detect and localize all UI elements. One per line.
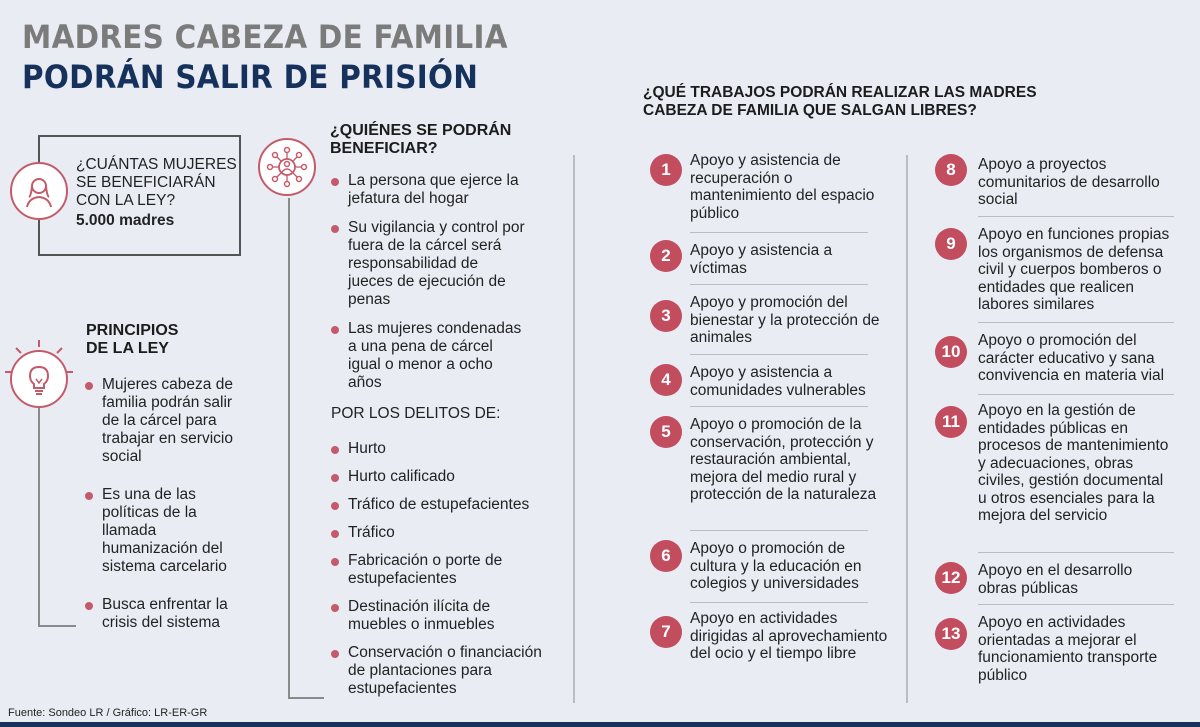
job-number: 3: [650, 300, 682, 332]
principles-line: [38, 408, 40, 626]
job-divider: [978, 216, 1174, 217]
list-item: Las mujeres condenadas a una pena de cárcel igual o menor a ocho años: [331, 320, 526, 392]
job-text: Apoyo en el desarrollo obras públicas: [978, 562, 1133, 597]
bullet-dot: [85, 382, 93, 390]
job-number: 5: [650, 416, 682, 448]
job-divider: [690, 602, 868, 603]
list-item: Tráfico: [331, 524, 561, 542]
job-text: Apoyo en actividades dirigidas al aprovechamiento del ocio y el tiempo libre: [690, 610, 888, 662]
list-item: Destinación ilícita de muebles o inmuebles: [331, 598, 521, 634]
source-credit: Fuente: Sondeo LR / Gráfico: LR-ER-GR: [8, 707, 208, 719]
list-item: Conservación o financiación de plantaciones para estupefacientes: [331, 644, 561, 698]
job-number: 11: [935, 406, 967, 438]
job-text: Apoyo y asistencia de recuperación o mantenimiento del espacio público: [690, 152, 875, 222]
bullet-dot: [85, 602, 93, 610]
job-divider: [690, 354, 868, 355]
column-separator: [573, 155, 575, 703]
bullet-dot: [331, 502, 339, 510]
beneficiaries-line-end: [288, 697, 324, 699]
beneficiaries-heading: ¿QUIÉNES SE PODRÁN BENEFICIAR?: [330, 122, 512, 157]
list-item: Hurto calificado: [331, 468, 561, 486]
woman-icon: [10, 162, 68, 220]
bullet-dot: [331, 225, 339, 233]
job-text: Apoyo a proyectos comunitarios de desarrollo social: [978, 156, 1160, 208]
crimes-list: [331, 440, 561, 698]
bullet-dot: [331, 178, 339, 186]
job-text: Apoyo y promoción del bienestar y la protección de animales: [690, 294, 880, 346]
bullet-dot: [331, 558, 339, 566]
job-number: 4: [650, 364, 682, 396]
column-separator: [906, 155, 908, 703]
job-divider: [690, 406, 868, 407]
bullet-dot: [331, 530, 339, 538]
job-divider: [978, 604, 1174, 605]
title-line2: PODRÁN SALIR DE PRISIÓN: [22, 58, 479, 96]
bullet-dot: [85, 492, 93, 500]
beneficiaries-line: [288, 198, 290, 698]
list-item: Es una de las políticas de la llamada humanización del sistema carcelario: [85, 486, 245, 576]
job-number: 8: [935, 154, 967, 186]
job-number: 6: [650, 540, 682, 572]
list-item: Busca enfrentar la crisis del sistema: [85, 596, 245, 632]
principles-heading: PRINCIPIOS DE LA LEY: [86, 322, 179, 357]
job-divider: [978, 552, 1174, 553]
beneficiaries-list: [331, 172, 526, 392]
principles-list: [85, 376, 245, 632]
list-item: Mujeres cabeza de familia podrán salir de la cárcel para trabajar en servicio social: [85, 376, 245, 466]
job-text: Apoyo y asistencia a víctimas: [690, 242, 833, 277]
how-many-question: ¿CUÁNTAS MUJERES SE BENEFICIARÁN CON LA LEY?: [76, 156, 237, 209]
job-number: 13: [935, 618, 967, 650]
job-number: 2: [650, 240, 682, 272]
list-item: Fabricación o porte de estupefacientes: [331, 552, 521, 588]
job-number: 7: [650, 616, 682, 648]
job-number: 10: [935, 336, 967, 368]
job-text: Apoyo en funciones propias los organismos de defensa civil y cuerpos bomberos o entidades que realicen labores similares: [978, 226, 1170, 313]
list-item: Hurto: [331, 440, 561, 458]
bullet-dot: [331, 604, 339, 612]
job-divider: [978, 322, 1174, 323]
job-text: Apoyo o promoción del carácter educativo y sana convivencia en materia vial: [978, 332, 1165, 384]
job-number: 9: [935, 228, 967, 260]
bullet-dot: [331, 474, 339, 482]
job-text: Apoyo o promoción de cultura y la educación en colegios y universidades: [690, 540, 862, 592]
list-item: La persona que ejerce la jefatura del hogar: [331, 172, 526, 208]
network-people-icon: [258, 138, 316, 196]
job-text: Apoyo en la gestión de entidades públicas en procesos de mantenimiento y adecuaciones, obras civiles, gestión documental u otros esenciales para la mejora del servicio: [978, 402, 1169, 524]
job-divider: [978, 394, 1174, 395]
job-divider: [690, 232, 868, 233]
jobs-heading: ¿QUÉ TRABAJOS PODRÁN REALIZAR LAS MADRES CABEZA DE FAMILIA QUE SALGAN LIBRES?: [643, 84, 1037, 119]
bottom-bar: [0, 722, 1200, 727]
job-divider: [690, 284, 868, 285]
job-number: 12: [935, 562, 967, 594]
job-text: Apoyo y asistencia a comunidades vulnerables: [690, 364, 866, 399]
bullet-dot: [331, 446, 339, 454]
job-divider: [690, 530, 868, 531]
job-text: Apoyo o promoción de la conservación, protección y restauración ambiental, mejora del medio rural y protección de la naturaleza: [690, 416, 877, 503]
list-item: Tráfico de estupefacientes: [331, 496, 561, 514]
job-number: 1: [650, 154, 682, 186]
principles-line-end: [38, 625, 76, 627]
list-item: Su vigilancia y control por fuera de la cárcel será responsabilidad de jueces de ejecución de penas: [331, 219, 526, 309]
bullet-dot: [331, 650, 339, 658]
how-many-answer: 5.000 madres: [76, 212, 175, 229]
crimes-heading: POR LOS DELITOS DE:: [331, 405, 501, 422]
bullet-dot: [331, 326, 339, 334]
title-line1: MADRES CABEZA DE FAMILIA: [22, 18, 508, 56]
job-text: Apoyo en actividades orientadas a mejorar el funcionamiento transporte público: [978, 614, 1158, 684]
